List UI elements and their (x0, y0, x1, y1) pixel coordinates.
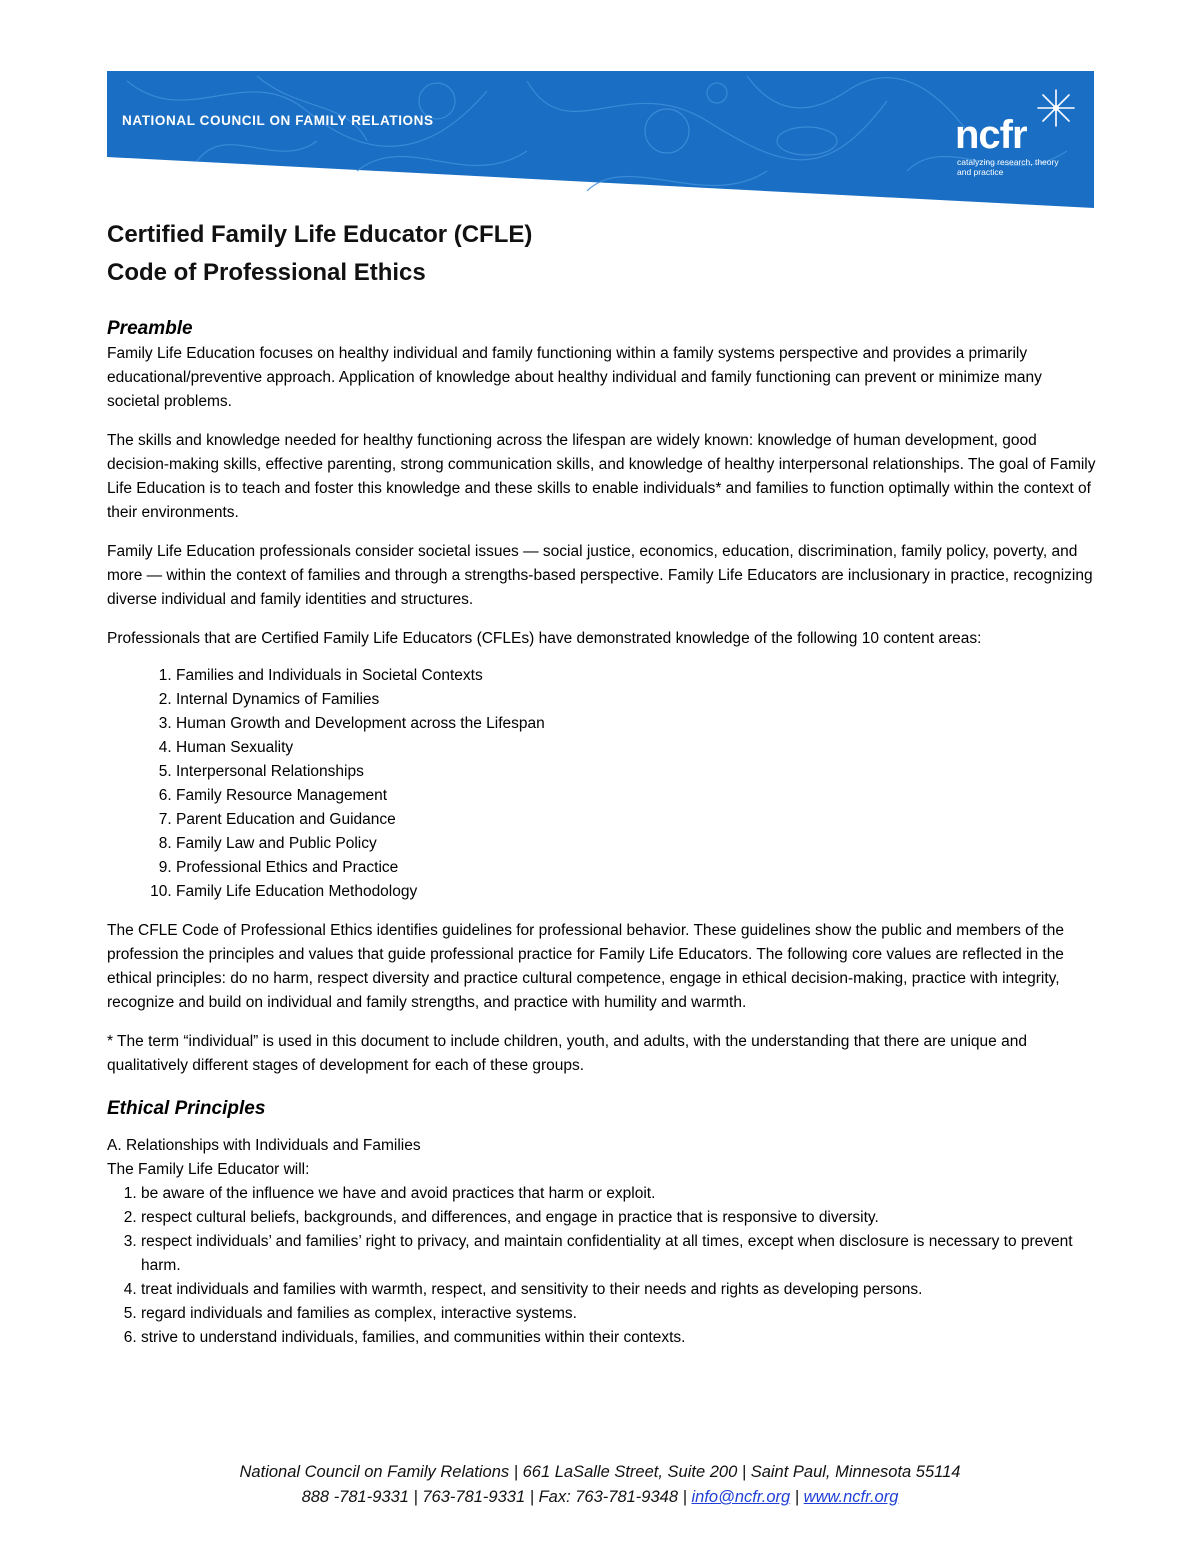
org-name: NATIONAL COUNCIL ON FAMILY RELATIONS (122, 113, 434, 128)
list-item: 3. Human Growth and Development across the Lifespan (176, 712, 1097, 736)
footer-separator: | (794, 1488, 800, 1506)
footer-contact (0, 1485, 1200, 1510)
logo-wordmark: ncfr (955, 113, 1027, 157)
document-body (107, 316, 1097, 1350)
section-a-intro: The Family Life Educator will: (107, 1161, 310, 1178)
document-title (107, 216, 532, 292)
page-footer (0, 1460, 1200, 1510)
preamble-heading: Preamble (107, 318, 193, 339)
banner-background (107, 71, 1094, 208)
footnote: * The term “individual” is used in this document to include children, youth, and adults, with the understanding that there are unique and qualitatively different stages of development for each of these groups. (107, 1033, 1027, 1074)
list-item: 3. respect individuals’ and families’ right to privacy, and maintain confidentiality at all times, except when disclosure is necessary to prevent harm. (141, 1230, 1097, 1278)
title-line-1: Certified Family Life Educator (CFLE) (107, 221, 533, 248)
list-item: 4. treat individuals and families with warmth, respect, and sensitivity to their needs and rights as developing persons. (141, 1278, 1097, 1302)
title-line-2: Code of Professional Ethics (107, 259, 426, 286)
ethical-principles-heading: Ethical Principles (107, 1098, 266, 1119)
header-banner (107, 71, 1094, 208)
list-item: 9. Professional Ethics and Practice (176, 856, 1097, 880)
list-item: 2. respect cultural beliefs, backgrounds, and differences, and engage in practice that is responsive to diversity. (141, 1206, 1097, 1230)
content-areas-list (107, 664, 1097, 904)
preamble-paragraph: Professionals that are Certified Family Life Educators (CFLEs) have demonstrated knowledge of the following 10 content areas: (107, 630, 982, 647)
website-link[interactable]: www.ncfr.org (803, 1488, 899, 1506)
list-item: 6. strive to understand individuals, families, and communities within their contexts. (141, 1326, 1097, 1350)
list-item: 5. regard individuals and families as complex, interactive systems. (141, 1302, 1097, 1326)
email-link[interactable]: info@ncfr.org (691, 1488, 791, 1506)
preamble-paragraph: The skills and knowledge needed for healthy functioning across the lifespan are widely known: knowledge of human development, good decision-making skills, effective parenting, strong communication skills, and knowledge of healthy interpersonal relationships. The goal of Family Life Education is to teach and foster this knowledge and these skills to enable individuals* and families to function optimally within the context of their environments. (107, 432, 1096, 521)
ncfr-logo (955, 85, 1085, 185)
list-item: 7. Parent Education and Guidance (176, 808, 1097, 832)
closing-paragraph: The CFLE Code of Professional Ethics identifies guidelines for professional behavior. These guidelines show the public and members of the profession the principles and values that guide professional practice for Family Life Educators. The following core values are reflected in the ethical principles: do no harm, respect diversity and practice cultural competence, engage in ethical decision-making, practice with integrity, recognize and build on individual and family strengths, and practice with humility and warmth. (107, 922, 1064, 1011)
section-a-title: A. Relationships with Individuals and Families (107, 1137, 421, 1154)
list-item: 2. Internal Dynamics of Families (176, 688, 1097, 712)
list-item: 4. Human Sexuality (176, 736, 1097, 760)
list-item: 10. Family Life Education Methodology (176, 880, 1097, 904)
footer-address: National Council on Family Relations | 661 LaSalle Street, Suite 200 | Saint Paul, Minnesota 55114 (239, 1463, 961, 1481)
starburst-icon (1035, 87, 1077, 129)
list-item: 1. Families and Individuals in Societal Contexts (176, 664, 1097, 688)
list-item: 5. Interpersonal Relationships (176, 760, 1097, 784)
preamble-paragraph: Family Life Education focuses on healthy individual and family functioning within a family systems perspective and provides a primarily educational/preventive approach. Application of knowledge about healthy individual and family functioning can prevent or minimize many societal problems. (107, 345, 1042, 410)
logo-tagline: catalyzing research, theory and practice (957, 157, 1059, 177)
preamble-paragraph: Family Life Education professionals consider societal issues — social justice, economics, education, discrimination, family policy, poverty, and more — within the context of families and through a strengths-based perspective. Family Life Educators are inclusionary in practice, recognizing diverse individual and family identities and structures. (107, 543, 1093, 608)
list-item: 8. Family Law and Public Policy (176, 832, 1097, 856)
list-item: 1. be aware of the influence we have and avoid practices that harm or exploit. (141, 1182, 1097, 1206)
list-item: 6. Family Resource Management (176, 784, 1097, 808)
section-a-list (107, 1182, 1097, 1350)
footer-phones: 888 -781-9331 | 763-781-9331 | Fax: 763-781-9348 | (301, 1488, 687, 1506)
